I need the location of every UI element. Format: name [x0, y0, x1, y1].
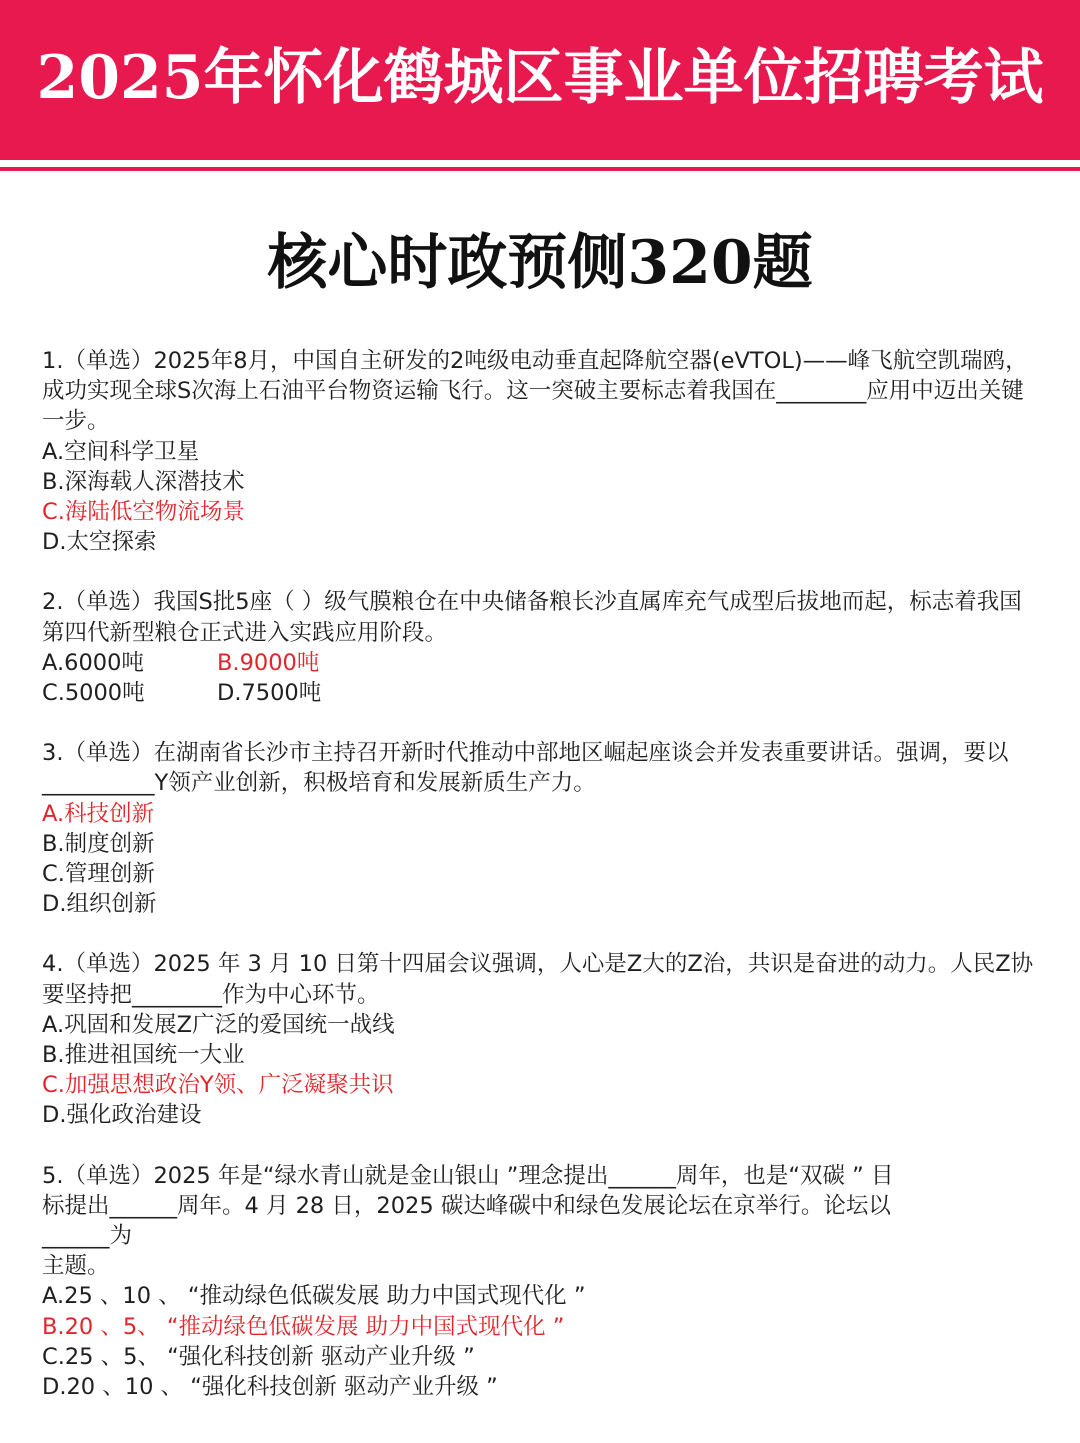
question-stem-line: 标提出______周年。4 月 28 日，2025 碳达峰碳中和绿色发展论坛在京举行。论坛以: [42, 1192, 891, 1219]
question-stem: 2.（单选）我国S批5座（ ）级气膜粮仓在中央储备粮长沙直属库充气成型后拔地而起，标志着我国第四代新型粮仓正式进入实践应用阶段。: [42, 589, 1022, 646]
option-c: C.25 、5、 “强化科技创新 驱动产业升级 ”: [42, 1343, 475, 1370]
option-c-correct: C.加强思想政治Y领、广泛凝聚共识: [42, 1072, 394, 1099]
option-a-correct: A.科技创新: [42, 800, 155, 827]
question-list: [42, 346, 1042, 1432]
question-2: [42, 587, 1042, 708]
option-b: B.制度创新: [42, 830, 155, 857]
question-1: [42, 346, 1042, 557]
option-b-correct: B.9000吨: [217, 649, 320, 676]
option-c-correct: C.海陆低空物流场景: [42, 499, 245, 526]
option-d: D.组织创新: [42, 891, 157, 918]
option-a: A.空间科学卫星: [42, 438, 200, 465]
option-a: A.25 、10 、 “推动绿色低碳发展 助力中国式现代化 ”: [42, 1283, 586, 1310]
option-c: C.5000吨: [42, 680, 145, 707]
question-5: [42, 1161, 1042, 1403]
banner-title: 2025年怀化鹤城区事业单位招聘考试: [36, 43, 1044, 113]
option-d: D.强化政治建设: [42, 1102, 202, 1129]
option-b: B.深海载人深潜技术: [42, 468, 245, 495]
page-title: 核心时政预侧320题: [267, 228, 813, 298]
option-b: B.推进祖国统一大业: [42, 1042, 245, 1069]
question-3: [42, 738, 1042, 919]
option-d: D.20 、10 、 “强化科技创新 驱动产业升级 ”: [42, 1374, 498, 1401]
question-stem-line: 主题。: [42, 1253, 110, 1280]
option-a: A.巩固和发展Z广泛的爱国统一战线: [42, 1011, 395, 1038]
header-banner: [0, 0, 1080, 160]
option-d: D.7500吨: [217, 680, 322, 707]
question-stem: 4.（单选）2025 年 3 月 10 日第十四届会议强调，人心是Z大的Z治，共识是奋进的动力。人民Z协要坚持把________作为中心环节。: [42, 951, 1034, 1008]
question-stem-line: 5.（单选）2025 年是“绿水青山就是金山银山 ”理念提出______周年，也是“双碳 ” 目: [42, 1162, 894, 1189]
question-stem: 1.（单选）2025年8月，中国自主研发的2吨级电动垂直起降航空器(eVTOL)——峰飞航空凯瑞鸥，成功实现全球S次海上石油平台物资运输飞行。这一突破主要标志着我国在________应用中迈出关键一步。: [42, 348, 1028, 435]
option-a: A.6000吨: [42, 649, 144, 676]
banner-divider: [0, 167, 1080, 171]
question-stem-line: ______为: [42, 1223, 133, 1250]
option-row: [42, 678, 1042, 708]
question-stem: 3.（单选）在湖南省长沙市主持召开新时代推动中部地区崛起座谈会并发表重要讲话。强调，要以__________Y领产业创新，积极培育和发展新质生产力。: [42, 740, 1009, 797]
option-d: D.太空探索: [42, 529, 157, 556]
option-b-correct: B.20 、5、 “推动绿色低碳发展 助力中国式现代化 ”: [42, 1313, 565, 1340]
question-4: [42, 949, 1042, 1130]
option-c: C.管理创新: [42, 861, 155, 888]
option-row: [42, 648, 1042, 678]
